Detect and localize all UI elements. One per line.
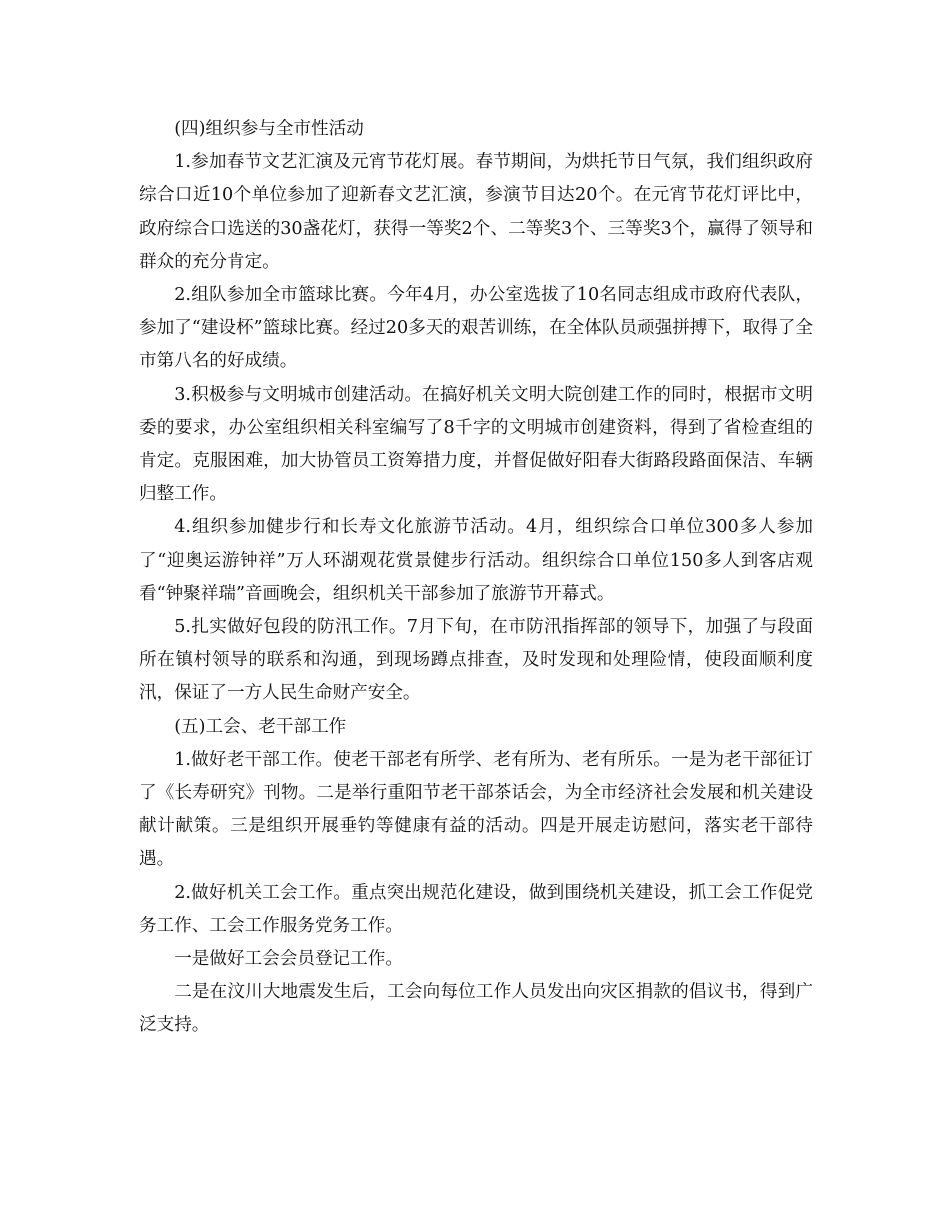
paragraph-spring-festival: 1.参加春节文艺汇演及元宵节花灯展。春节期间，为烘托节日气氛，我们组织政府综合口近10个单位参加了迎新春文艺汇演，参演节目达20个。在元宵节花灯评比中，政府综合口选送的30盏花灯，获得一等奖2个、二等奖3个、三等奖3个，赢得了领导和群众的充分肯定。 (139, 152, 813, 272)
paragraph-trade-union: 2.做好机关工会工作。重点突出规范化建设，做到围绕机关建设，抓工会工作促党务工作、工会工作服务党务工作。 (139, 882, 813, 936)
paragraph-civilized-city: 3.积极参与文明城市创建活动。在搞好机关文明大院创建工作的同时，根据市文明委的要求，办公室组织相关科室编写了8千字的文明城市创建资料，得到了省检查组的肯定。克服困难，加大协管员工资筹措力度，并督促做好阳春大街路段路面保洁、车辆归整工作。 (139, 384, 813, 505)
paragraph-flood-control: 5.扎实做好包段的防汛工作。7月下旬，在市防汛指挥部的领导下，加强了与段面所在镇村领导的联系和沟通，到现场蹲点排查，及时发现和处理险情，使段面顺利度汛，保证了一方人民生命财产安全。 (139, 617, 813, 704)
paragraph-retired-cadres: 1.做好老干部工作。使老干部老有所学、老有所为、老有所乐。一是为老干部征订了《长寿研究》刊物。二是举行重阳节老干部茶话会，为全市经济社会发展和机关建设献计献策。三是组织开展垂钓等健康有益的活动。四是开展走访慰问，落实老干部待遇。 (139, 749, 813, 870)
document-page (139, 113, 813, 1043)
paragraph-walking-festival: 4.组织参加健步行和长寿文化旅游节活动。4月，组织综合口单位300多人参加了“迎奥运游钟祥”万人环湖观花赏景健步行活动。组织综合口单位150多人到客店观看“钟聚祥瑞”音画晚会，组织机关干部参加了旅游节开幕式。 (139, 517, 813, 604)
paragraph-earthquake-donation: 二是在汶川大地震发生后，工会向每位工作人员发出向灾区捐款的倡议书，得到广泛支持。 (139, 982, 813, 1036)
paragraph-basketball: 2.组队参加全市篮球比赛。今年4月，办公室选拔了10名同志组成市政府代表队，参加了“建设杯”篮球比赛。经过20多天的艰苦训练，在全体队员顽强拼搏下，取得了全市第八名的好成绩。 (139, 285, 813, 372)
section-heading-four: (四)组织参与全市性活动 (174, 119, 364, 139)
section-heading-five: (五)工会、老干部工作 (174, 716, 347, 737)
paragraph-member-registration: 一是做好工会会员登记工作。 (174, 949, 403, 970)
